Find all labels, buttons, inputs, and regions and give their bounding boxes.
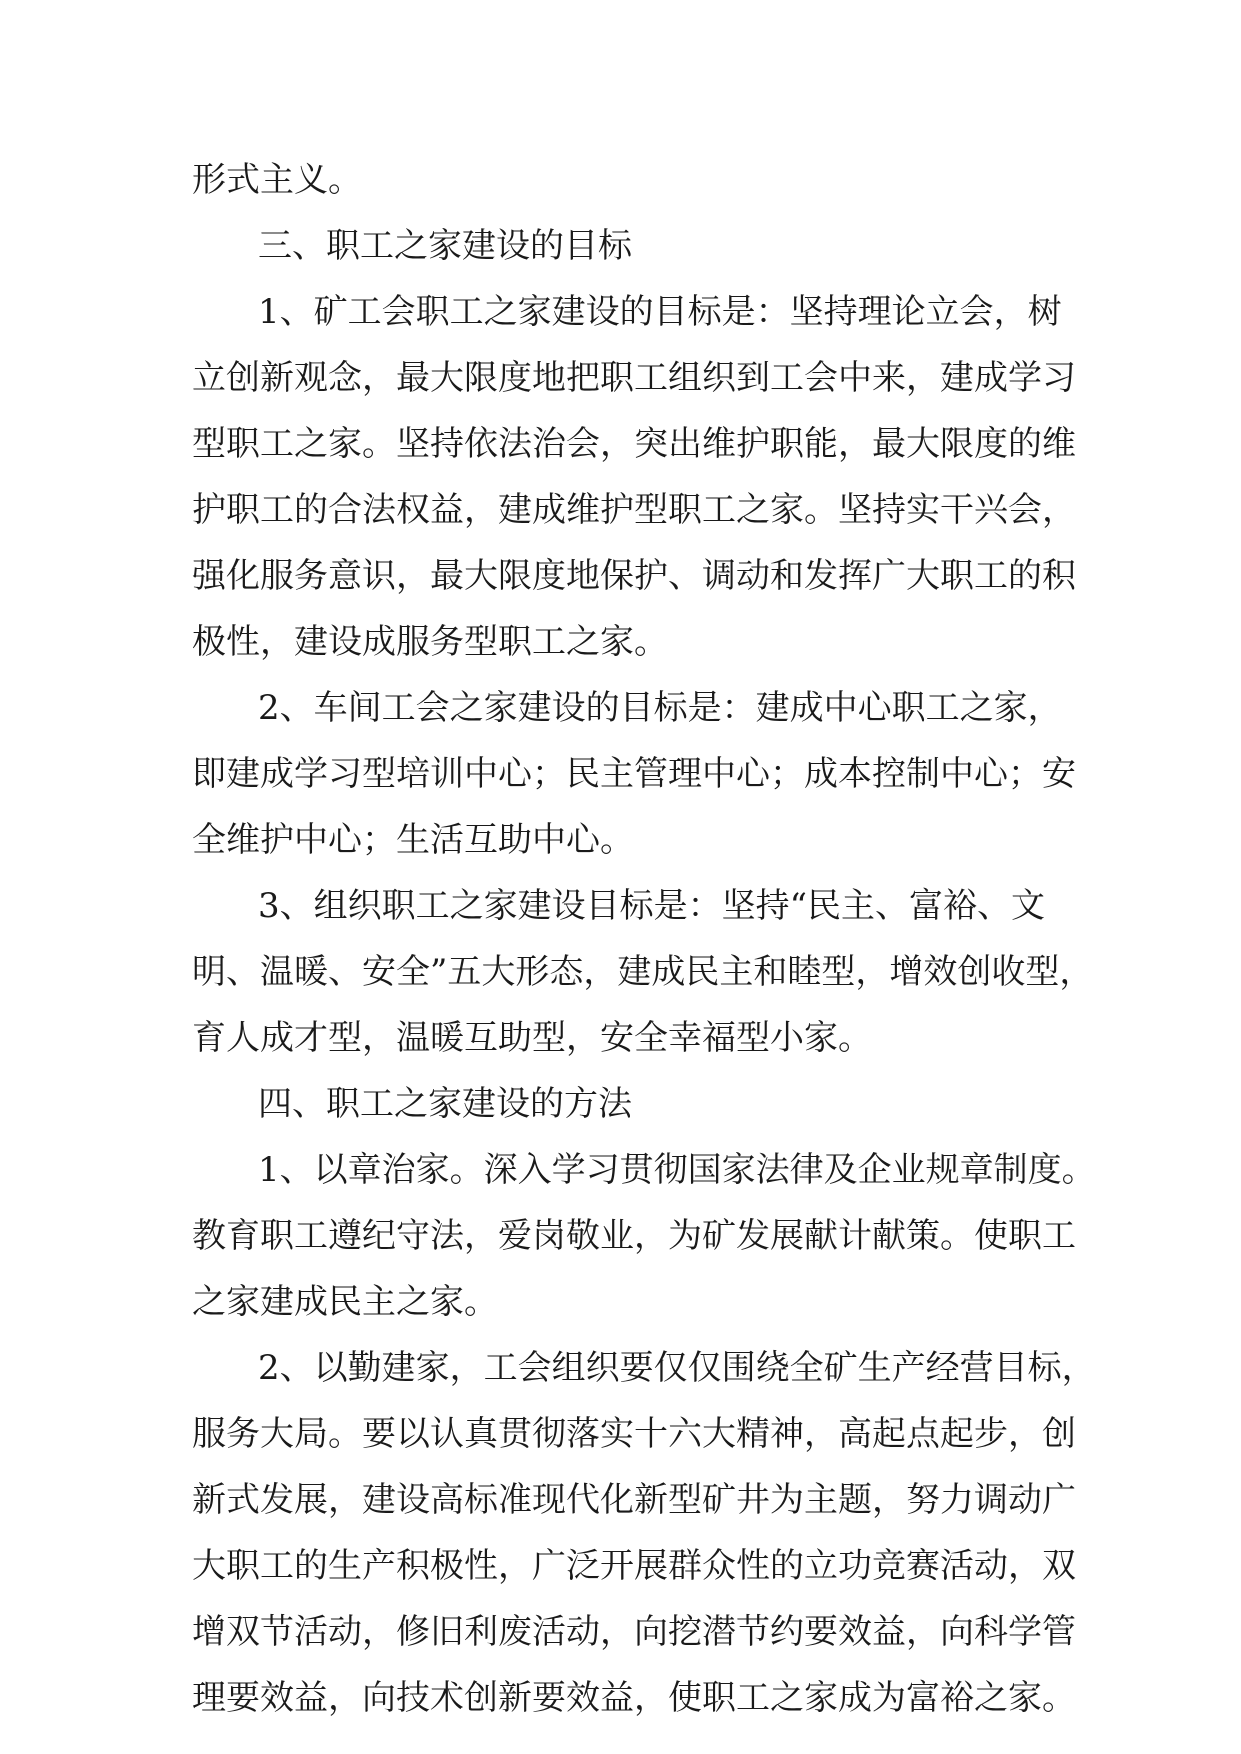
- text-line: 新式发展，建设高标准现代化新型矿井为主题，努力调动广: [192, 1480, 1076, 1520]
- section-heading: 四、职工之家建设的方法: [258, 1084, 632, 1124]
- text-line: 型职工之家。坚持依法治会，突出维护职能，最大限度的维: [192, 424, 1076, 464]
- text-line: 立创新观念，最大限度地把职工组织到工会中来，建成学习: [192, 358, 1076, 398]
- text-line: 3、组织职工之家建设目标是：坚持“民主、富裕、文: [258, 886, 1046, 926]
- text-line: 服务大局。要以认真贯彻落实十六大精神，高起点起步，创: [192, 1414, 1076, 1454]
- text-line: 育人成才型，温暖互助型，安全幸福型小家。: [192, 1018, 872, 1058]
- text-line: 大职工的生产积极性，广泛开展群众性的立功竞赛活动，双: [192, 1546, 1076, 1586]
- text-line: 全维护中心；生活互助中心。: [192, 820, 634, 860]
- text-line: 1、以章治家。深入学习贯彻国家法律及企业规章制度。: [258, 1150, 1096, 1190]
- text-line: 2、车间工会之家建设的目标是：建成中心职工之家，: [258, 688, 1062, 728]
- text-line: 强化服务意识，最大限度地保护、调动和发挥广大职工的积: [192, 556, 1076, 596]
- text-line: 即建成学习型培训中心；民主管理中心；成本控制中心；安: [192, 754, 1076, 794]
- text-line: 极性，建设成服务型职工之家。: [192, 622, 668, 662]
- text-line: 1、矿工会职工之家建设的目标是：坚持理论立会，树: [258, 292, 1062, 332]
- text-line: 形式主义。: [192, 160, 362, 200]
- text-line: 2、以勤建家，工会组织要仅仅围绕全矿生产经营目标，: [258, 1348, 1096, 1388]
- text-line: 明、温暖、安全”五大形态，建成民主和睦型，增效创收型，: [192, 952, 1094, 992]
- section-heading: 三、职工之家建设的目标: [258, 226, 632, 266]
- text-line: 护职工的合法权益，建成维护型职工之家。坚持实干兴会，: [192, 490, 1076, 530]
- text-line: 之家建成民主之家。: [192, 1282, 498, 1322]
- text-line: 增双节活动，修旧利废活动，向挖潜节约要效益，向科学管: [192, 1612, 1076, 1652]
- text-line: 教育职工遵纪守法，爱岗敬业，为矿发展献计献策。使职工: [192, 1216, 1076, 1256]
- text-line: 理要效益，向技术创新要效益，使职工之家成为富裕之家。: [192, 1678, 1076, 1718]
